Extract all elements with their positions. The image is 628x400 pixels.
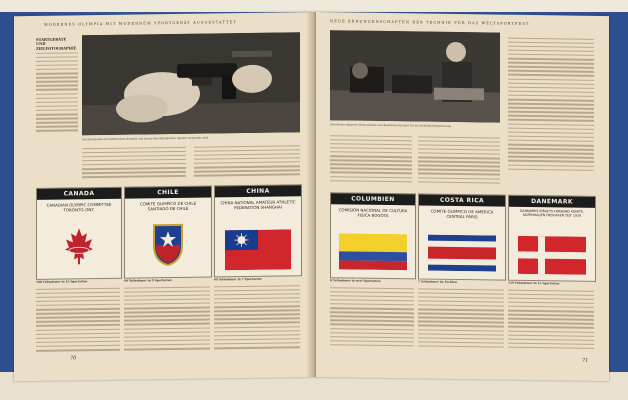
chile-shield-emblem-icon: [152, 223, 184, 267]
danemark-participants: 159 Teilnehmer in 15 Sportarten: [508, 280, 560, 286]
costa-rica-flag-icon: [428, 235, 496, 272]
right-page: [316, 12, 609, 381]
left-running-head: MODERNES OLYMPIA MIT MODERNEM SPORTGERÄT AUSGESTATTET: [44, 20, 237, 27]
canada-participants: 108 Teilnehmer in 13 Sportarten: [36, 279, 88, 284]
costa-rica-participants: 1 Teilnehmer im Fechten: [418, 279, 458, 284]
right-page-number: 71: [582, 357, 589, 364]
country-card-china: [214, 184, 302, 277]
colombia-flag-icon: [339, 233, 407, 270]
right-text-column-1: [508, 35, 594, 186]
left-text-column-2: [82, 144, 186, 185]
committee-name: CANADIAN OLYMPIC COMMITTEE TORONTO-ONT.: [46, 201, 112, 213]
china-flag-icon: [225, 229, 291, 270]
country-name: CANADA: [37, 188, 121, 200]
timing-equipment-illustration: [330, 30, 500, 122]
committee-name: COMISION NACIONAL DE CULTURA FISICA BOGOTA: [338, 207, 408, 219]
committee-name: COMITE OLIMPICO DE AMERICA CENTRAL PARIS: [430, 208, 494, 220]
timing-equipment-photo: [330, 30, 500, 122]
left-text-column-1: [36, 49, 78, 142]
country-name: COLUMBIEN: [331, 193, 415, 205]
right-text-column-2: [330, 132, 412, 189]
left-text-column-5: [124, 283, 210, 356]
country-card-costa-rica: [418, 193, 506, 280]
left-text-column-3: [194, 142, 300, 183]
left-page-number: 70: [70, 355, 77, 362]
table-surface-top: [0, 0, 628, 12]
right-text-column-5: [418, 285, 504, 354]
china-participants: 69 Teilnehmer in 7 Sportarten: [214, 276, 262, 282]
left-photo-caption: Die Startpistole mit elektrischem Kontakt, wie sie bei den Olympischen Spielen verwendet wird: [82, 136, 209, 142]
right-running-head: NEUE ERRUNGENSCHAFTEN DER TECHNIK FÜR DAS WELTSPORTFEST: [330, 19, 530, 26]
left-text-column-4: [36, 285, 120, 358]
columbien-participants: 8 Teilnehmer in zwei Sportarten: [330, 278, 381, 283]
country-card-canada: [36, 187, 122, 280]
right-text-column-4: [330, 284, 414, 353]
starting-pistol-illustration: [82, 32, 300, 135]
country-name: COSTA RICA: [419, 194, 505, 206]
committee-name: CHINA NATIONAL AMATEUR ATHLETIC FEDERATION SHANGHAI: [220, 199, 296, 211]
left-page: [14, 12, 316, 381]
canada-maple-leaf-emblem-icon: [63, 226, 95, 266]
left-section-heading: STARTGERÄTE UND ZIELFOTOGRAPHIE: [36, 37, 77, 51]
denmark-flag-icon: [518, 236, 586, 275]
country-name: CHINA: [215, 185, 301, 197]
right-text-column-3: [418, 133, 500, 190]
right-text-column-6: [508, 287, 594, 356]
committee-name: COMITE OLIMPICO DE CHILE SANTIAGO DE CHILE: [139, 200, 197, 212]
country-card-chile: [124, 185, 212, 278]
starting-pistol-photo: [82, 32, 300, 135]
committee-name: DANMARKS IDRAETS FORBUND KOMITE, KOPENHAGEN FREIHAFEN TEJT 1939: [520, 208, 584, 218]
right-photo-caption: Zeitnehmer-Apparat, Messerstände und Registrierschreiber für die Zieleinlaufregistrierung: [330, 123, 452, 128]
left-text-column-6: [214, 282, 300, 355]
country-name: DANEMARK: [509, 196, 595, 208]
country-card-columbien: [330, 192, 416, 279]
chile-participants: 60 Teilnehmer in 9 Sportarten: [124, 278, 172, 283]
country-card-danemark: [508, 195, 596, 282]
country-name: CHILE: [125, 186, 211, 198]
